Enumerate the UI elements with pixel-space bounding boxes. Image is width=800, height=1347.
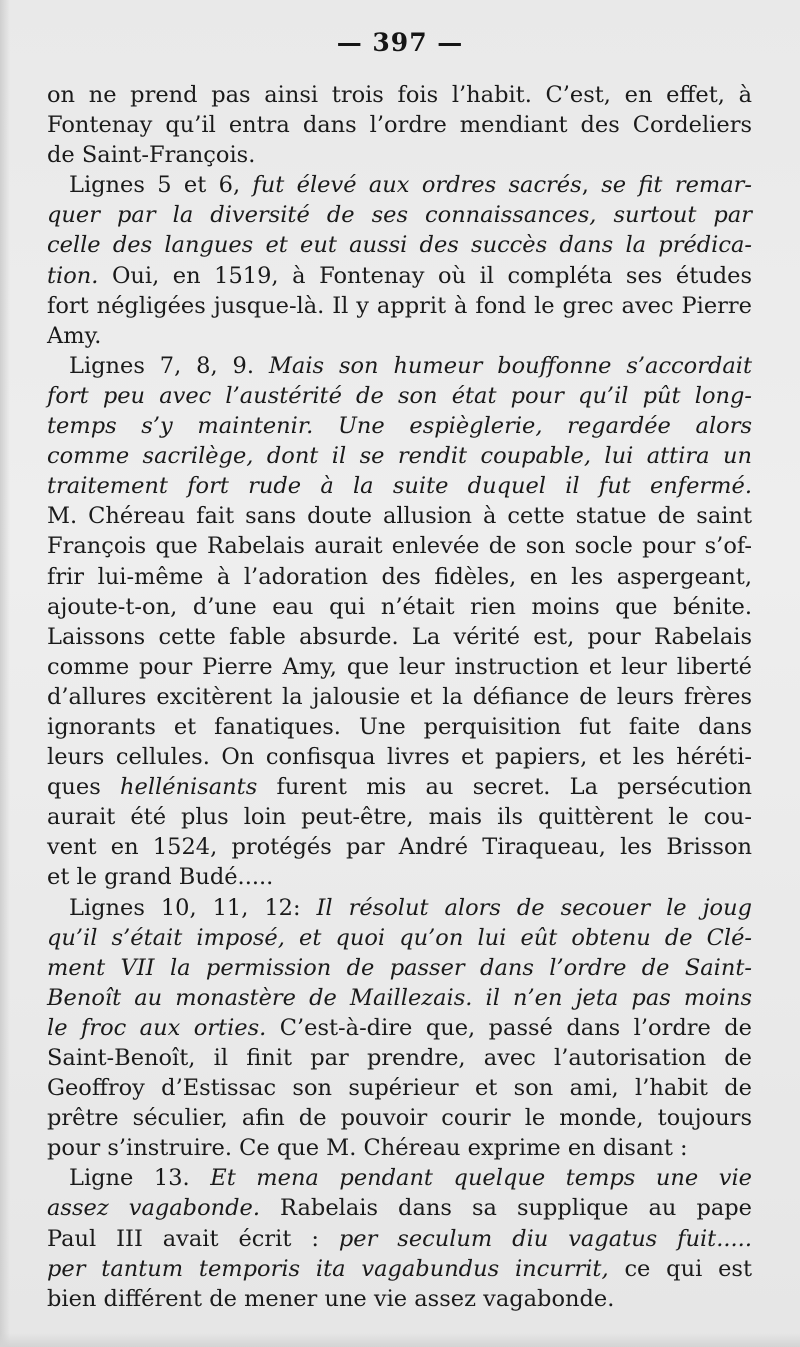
text-run: ajoute-t-on, d’une eau qui n’était rien moins que bénite. — [47, 593, 752, 620]
text-run: Geoffroy d’Estissac son supérieur et son ami, l’habit de — [47, 1075, 752, 1102]
text-line — [47, 261, 752, 291]
italic-text: Mais son humeur bouffonne s’accordait — [268, 352, 753, 379]
italic-text: temps s’y maintenir. Une espièglerie, regardée alors — [47, 413, 752, 440]
italic-text: ment VII la permission de passer dans l’ordre de Saint- — [47, 954, 752, 981]
text-line — [47, 742, 752, 772]
text-run: C’est-à-dire que, passé dans l’ordre de — [266, 1014, 752, 1041]
text-line — [47, 110, 752, 140]
italic-text: qu’il s’était imposé, et quoi qu’on lui eût obtenu de Clé- — [47, 924, 752, 951]
text-run: ignorants et fanatiques. Une perquisition fut faite dans — [47, 713, 752, 740]
italic-text: Benoît au monastère de Maillezais. il n’en jeta pas moins — [47, 984, 752, 1011]
paragraph — [47, 1163, 752, 1313]
text-run: vent en 1524, protégés par André Tiraqueau, les Brisson — [47, 834, 752, 861]
paragraph — [47, 170, 752, 351]
text-line — [47, 923, 752, 953]
text-line — [47, 381, 752, 411]
text-run: fort négligées jusque-là. Il y apprit à fond le grec avec Pierre — [47, 292, 752, 319]
italic-text: tion. — [47, 262, 99, 289]
text-line — [47, 200, 752, 230]
text-run: Ligne 13. — [69, 1165, 211, 1192]
text-run: Oui, en 1519, à Fontenay où il compléta ses études — [98, 262, 752, 289]
text-line — [47, 1193, 752, 1223]
italic-text: Et mena pendant quelque temps une vie — [210, 1165, 752, 1192]
text-run: furent mis au secret. La persécution — [257, 774, 752, 801]
italic-text: le froc aux orties. — [47, 1014, 267, 1041]
text-run: Lignes 10, 11, 12: — [69, 894, 317, 921]
text-line — [47, 351, 752, 381]
text-run: Fontenay qu’il entra dans l’ordre mendiant des Cordeliers — [47, 112, 752, 139]
text-line — [47, 983, 752, 1013]
text-run: pour s’instruire. Ce que M. Chéreau exprime en disant : — [47, 1135, 688, 1162]
text-line — [47, 953, 752, 983]
text-line — [47, 562, 752, 592]
italic-text: fort peu avec l’austérité de son état pour qu’il pût long- — [47, 382, 752, 409]
italic-text: traitement fort rude à la suite duquel il fut enfermé. — [47, 473, 752, 500]
text-line — [47, 893, 752, 923]
text-line — [47, 1043, 752, 1073]
text-line — [47, 471, 752, 501]
text-line — [47, 1254, 752, 1284]
text-line — [47, 1284, 752, 1314]
text-run: ce qui est — [608, 1255, 752, 1282]
text-run: Lignes 5 et 6, — [69, 172, 253, 199]
text-run: et le grand Budé..... — [47, 864, 274, 891]
text-line — [47, 140, 752, 170]
italic-text: per seculum diu vagatus fuit..... — [338, 1225, 752, 1252]
italic-text: Il résolut alors de secouer le joug — [316, 894, 752, 921]
text-line — [47, 501, 752, 531]
text-run: prêtre séculier, afin de pouvoir courir le monde, toujours — [47, 1105, 752, 1132]
italic-text: per tantum temporis ita vagabundus incurrit, — [47, 1255, 609, 1282]
text-line — [47, 802, 752, 832]
text-run: bien différent de mener une vie assez vagabonde. — [47, 1285, 615, 1312]
page-edge-shadow — [0, 0, 10, 1347]
italic-text: celle des langues et eut aussi des succès dans la prédica- — [47, 232, 752, 259]
text-line — [47, 1103, 752, 1133]
text-line — [47, 531, 752, 561]
text-line — [47, 441, 752, 471]
text-run: frir lui-même à l’adoration des fidèles, en les aspergeant, — [47, 563, 752, 590]
paragraph — [47, 351, 752, 893]
text-line — [47, 411, 752, 441]
italic-text: se fit remar- — [601, 172, 752, 199]
text-run: Lignes 7, 8, 9. — [69, 352, 269, 379]
italic-text: fut élevé aux ordres sacrés — [252, 172, 582, 199]
text-line — [47, 230, 752, 260]
text-run: Rabelais dans sa supplique au pape — [260, 1195, 752, 1222]
text-run: Paul III avait écrit : — [47, 1225, 339, 1252]
text-run: aurait été plus loin peut-être, mais ils quittèrent le cou- — [47, 804, 752, 831]
text-line — [47, 1163, 752, 1193]
italic-text: comme sacrilège, dont il se rendit coupable, lui attira un — [47, 443, 752, 470]
text-line — [47, 1133, 752, 1163]
italic-text: quer par la diversité de ses connaissances, surtout par — [47, 202, 752, 229]
text-run: leurs cellules. On confisqua livres et papiers, et les héréti- — [47, 744, 752, 771]
text-line — [47, 862, 752, 892]
text-line — [47, 1013, 752, 1043]
text-run: , — [581, 172, 602, 199]
text-line — [47, 832, 752, 862]
text-line — [47, 772, 752, 802]
text-line — [47, 682, 752, 712]
text-line — [47, 80, 752, 110]
text-line — [47, 1224, 752, 1254]
paragraph — [47, 893, 752, 1164]
text-run: comme pour Pierre Amy, que leur instruction et leur liberté — [47, 653, 752, 680]
text-line — [47, 170, 752, 200]
text-line — [47, 291, 752, 321]
text-line — [47, 652, 752, 682]
text-run: de Saint-François. — [47, 142, 256, 169]
text-run: François que Rabelais aurait enlevée de son socle pour s’of- — [47, 533, 752, 560]
text-run: on ne prend pas ainsi trois fois l’habit. C’est, en effet, à — [47, 82, 752, 108]
text-run: Amy. — [47, 322, 102, 349]
page-bottom-shadow — [0, 1333, 800, 1347]
text-line — [47, 592, 752, 622]
paragraph — [47, 80, 752, 170]
page-number: — 397 — — [336, 28, 464, 57]
body-text — [47, 80, 752, 1314]
text-run: d’allures excitèrent la jalousie et la défiance de leurs frères — [47, 683, 752, 710]
text-run: Laissons cette fable absurde. La vérité est, pour Rabelais — [47, 623, 752, 650]
italic-text: assez vagabonde. — [47, 1195, 260, 1222]
text-line — [47, 622, 752, 652]
text-run: Saint-Benoît, il finit par prendre, avec l’autorisation de — [47, 1045, 752, 1071]
text-run: M. Chéreau fait sans doute allusion à cette statue de saint — [47, 503, 752, 530]
text-line — [47, 321, 752, 351]
text-line — [47, 712, 752, 742]
italic-text: hellénisants — [120, 774, 258, 801]
text-line — [47, 1073, 752, 1103]
text-run: ques — [47, 774, 121, 801]
